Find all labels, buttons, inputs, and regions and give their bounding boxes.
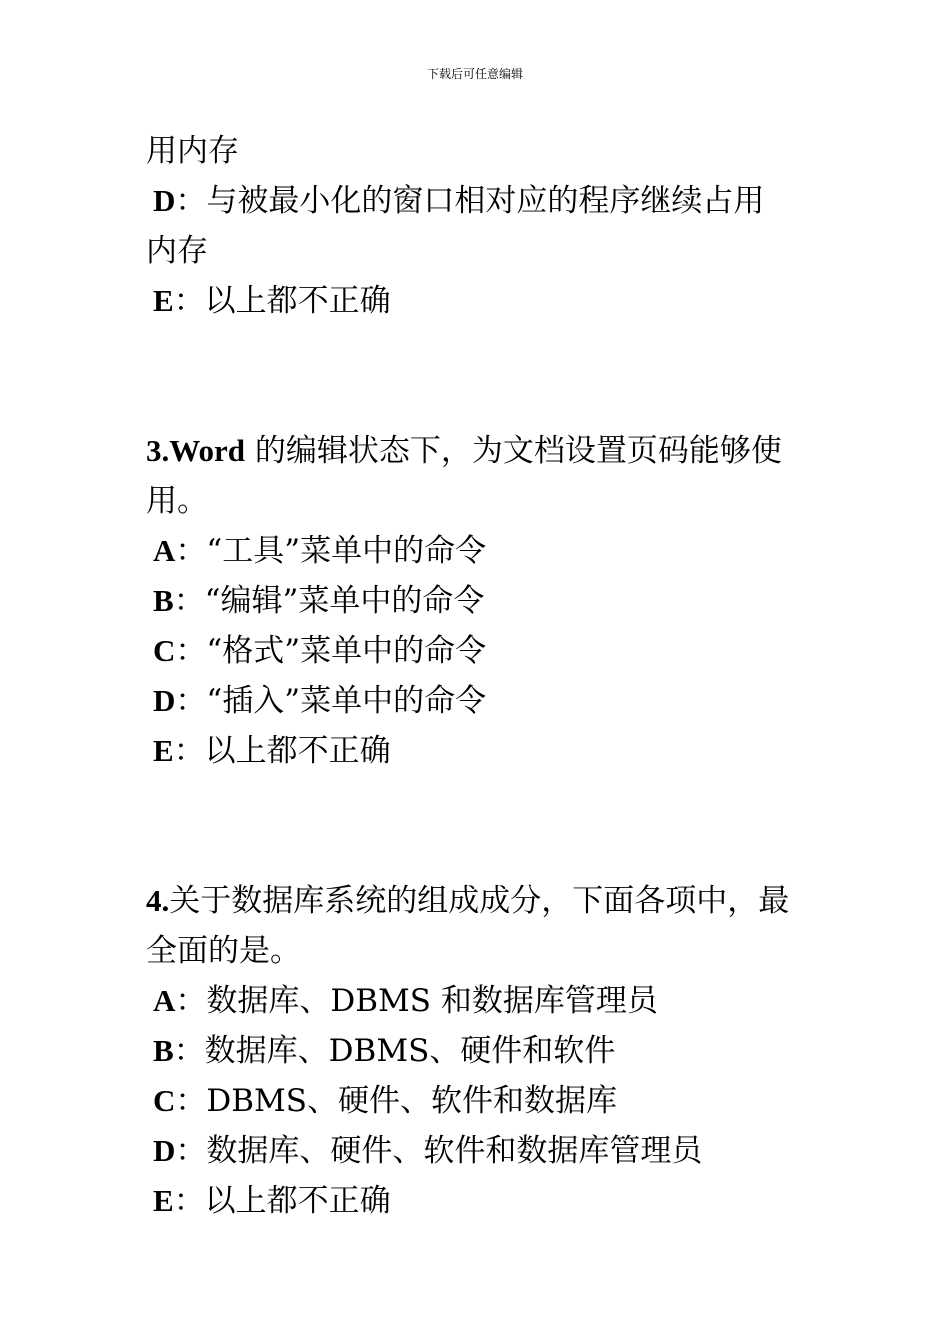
option-label: A xyxy=(153,983,176,1018)
option-label: D xyxy=(153,683,176,718)
option-label: E xyxy=(153,1183,174,1218)
question-4-option-a xyxy=(146,976,816,1026)
option-text: ：以上都不正确 xyxy=(173,1183,391,1219)
option-label: B xyxy=(153,1033,174,1068)
option-text: ：“格式”菜单中的命令 xyxy=(175,633,487,669)
question-2-option-d xyxy=(146,176,816,226)
question-text: 的编辑状态下，为文档设置页码能够使 xyxy=(245,433,782,469)
question-2-stem-tail: 用内存 xyxy=(146,133,239,169)
question-2-option-d-wrap: 内存 xyxy=(146,233,208,269)
option-text: ：以上都不正确 xyxy=(173,283,391,319)
question-4-option-c xyxy=(146,1076,816,1126)
question-3-option-c xyxy=(146,626,816,676)
option-text: ：数据库、DBMS、硬件和软件 xyxy=(173,1033,616,1069)
question-4-stem-wrap: 全面的是。 xyxy=(146,933,301,969)
option-label: B xyxy=(153,583,174,618)
option-label: D xyxy=(153,183,176,218)
option-label: E xyxy=(153,283,174,318)
question-2-option-e xyxy=(146,276,816,326)
question-4-option-d xyxy=(146,1126,816,1176)
question-text: 关于数据库系统的组成成分，下面各项中，最 xyxy=(169,883,790,919)
page-header: 下载后可任意编辑 xyxy=(426,67,523,81)
option-label: A xyxy=(153,533,176,568)
question-3-option-a xyxy=(146,526,816,576)
option-text: ：“插入”菜单中的命令 xyxy=(175,683,487,719)
option-label: C xyxy=(153,633,176,668)
option-label: C xyxy=(153,1083,176,1118)
option-text: ：与被最小化的窗口相对应的程序继续占用 xyxy=(175,183,765,219)
option-label: D xyxy=(153,1133,176,1168)
question-3-option-e xyxy=(146,726,816,776)
option-text: ：以上都不正确 xyxy=(173,733,391,769)
question-3-option-b xyxy=(146,576,816,626)
spacer xyxy=(146,326,816,426)
question-number: 3. xyxy=(146,433,170,468)
option-label: E xyxy=(153,733,174,768)
question-3-option-d xyxy=(146,676,816,726)
option-text: ：数据库、硬件、软件和数据库管理员 xyxy=(175,1133,703,1169)
spacer xyxy=(146,776,816,876)
option-text: ：数据库、DBMS 和数据库管理员 xyxy=(175,983,658,1019)
option-text: ：“工具”菜单中的命令 xyxy=(175,533,487,569)
question-4-option-e xyxy=(146,1176,816,1226)
option-text: ：DBMS、硬件、软件和数据库 xyxy=(175,1083,618,1119)
question-4-stem xyxy=(146,876,816,926)
question-3-stem xyxy=(146,426,816,476)
document-body xyxy=(146,126,816,1226)
question-4-option-b xyxy=(146,1026,816,1076)
question-3-stem-wrap: 用。 xyxy=(146,483,208,519)
option-text: ：“编辑”菜单中的命令 xyxy=(173,583,485,619)
word-term: Word xyxy=(169,433,246,468)
question-number: 4. xyxy=(146,883,170,918)
